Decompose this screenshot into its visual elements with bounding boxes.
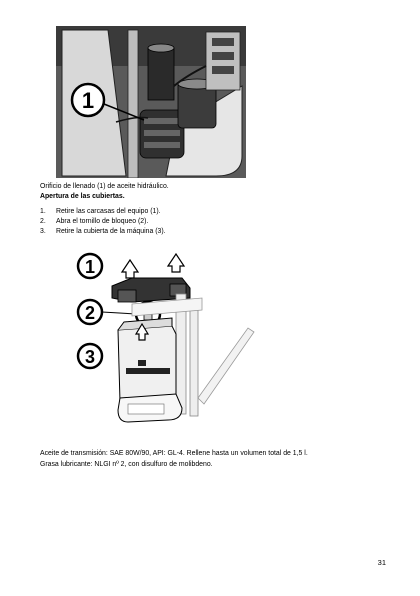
spec-line-grease: Grasa lubricante: NLGI nº 2, con disulfuro de molibdeno. [40, 461, 213, 468]
lift-arrow-icon [122, 260, 138, 278]
step-number: 1. [40, 208, 46, 215]
spec-line-oil: Aceite de transmisión: SAE 80W/90, API: GL-4. Rellene hasta un volumen total de 1,5 l. [40, 450, 308, 457]
step-number: 2. [40, 218, 46, 225]
step-item [40, 207, 161, 216]
figure1-caption: Orificio de llenado (1) de aceite hidráulico. [40, 183, 169, 190]
step-item [40, 217, 148, 226]
step-text: Abra el tornillo de bloqueo (2). [56, 218, 149, 225]
lift-arrow-icon [168, 254, 184, 272]
step-number: 3. [40, 228, 46, 235]
step-item [40, 227, 166, 236]
figure2-callout-2: 2 [84, 303, 96, 323]
figure2-callout-1: 1 [84, 257, 96, 277]
page-number: 31 [377, 558, 386, 567]
figure2-callout-3: 3 [84, 347, 96, 367]
step-text: Retire la cubierta de la máquina (3). [56, 228, 166, 235]
figure1-callout-1: 1 [81, 88, 95, 113]
hydraulic-unit-figure [56, 26, 246, 178]
section-heading: Apertura de las cubiertas. [40, 193, 125, 200]
covers-opening-figure [72, 248, 264, 428]
step-text: Retire las carcasas del equipo (1). [56, 208, 161, 215]
